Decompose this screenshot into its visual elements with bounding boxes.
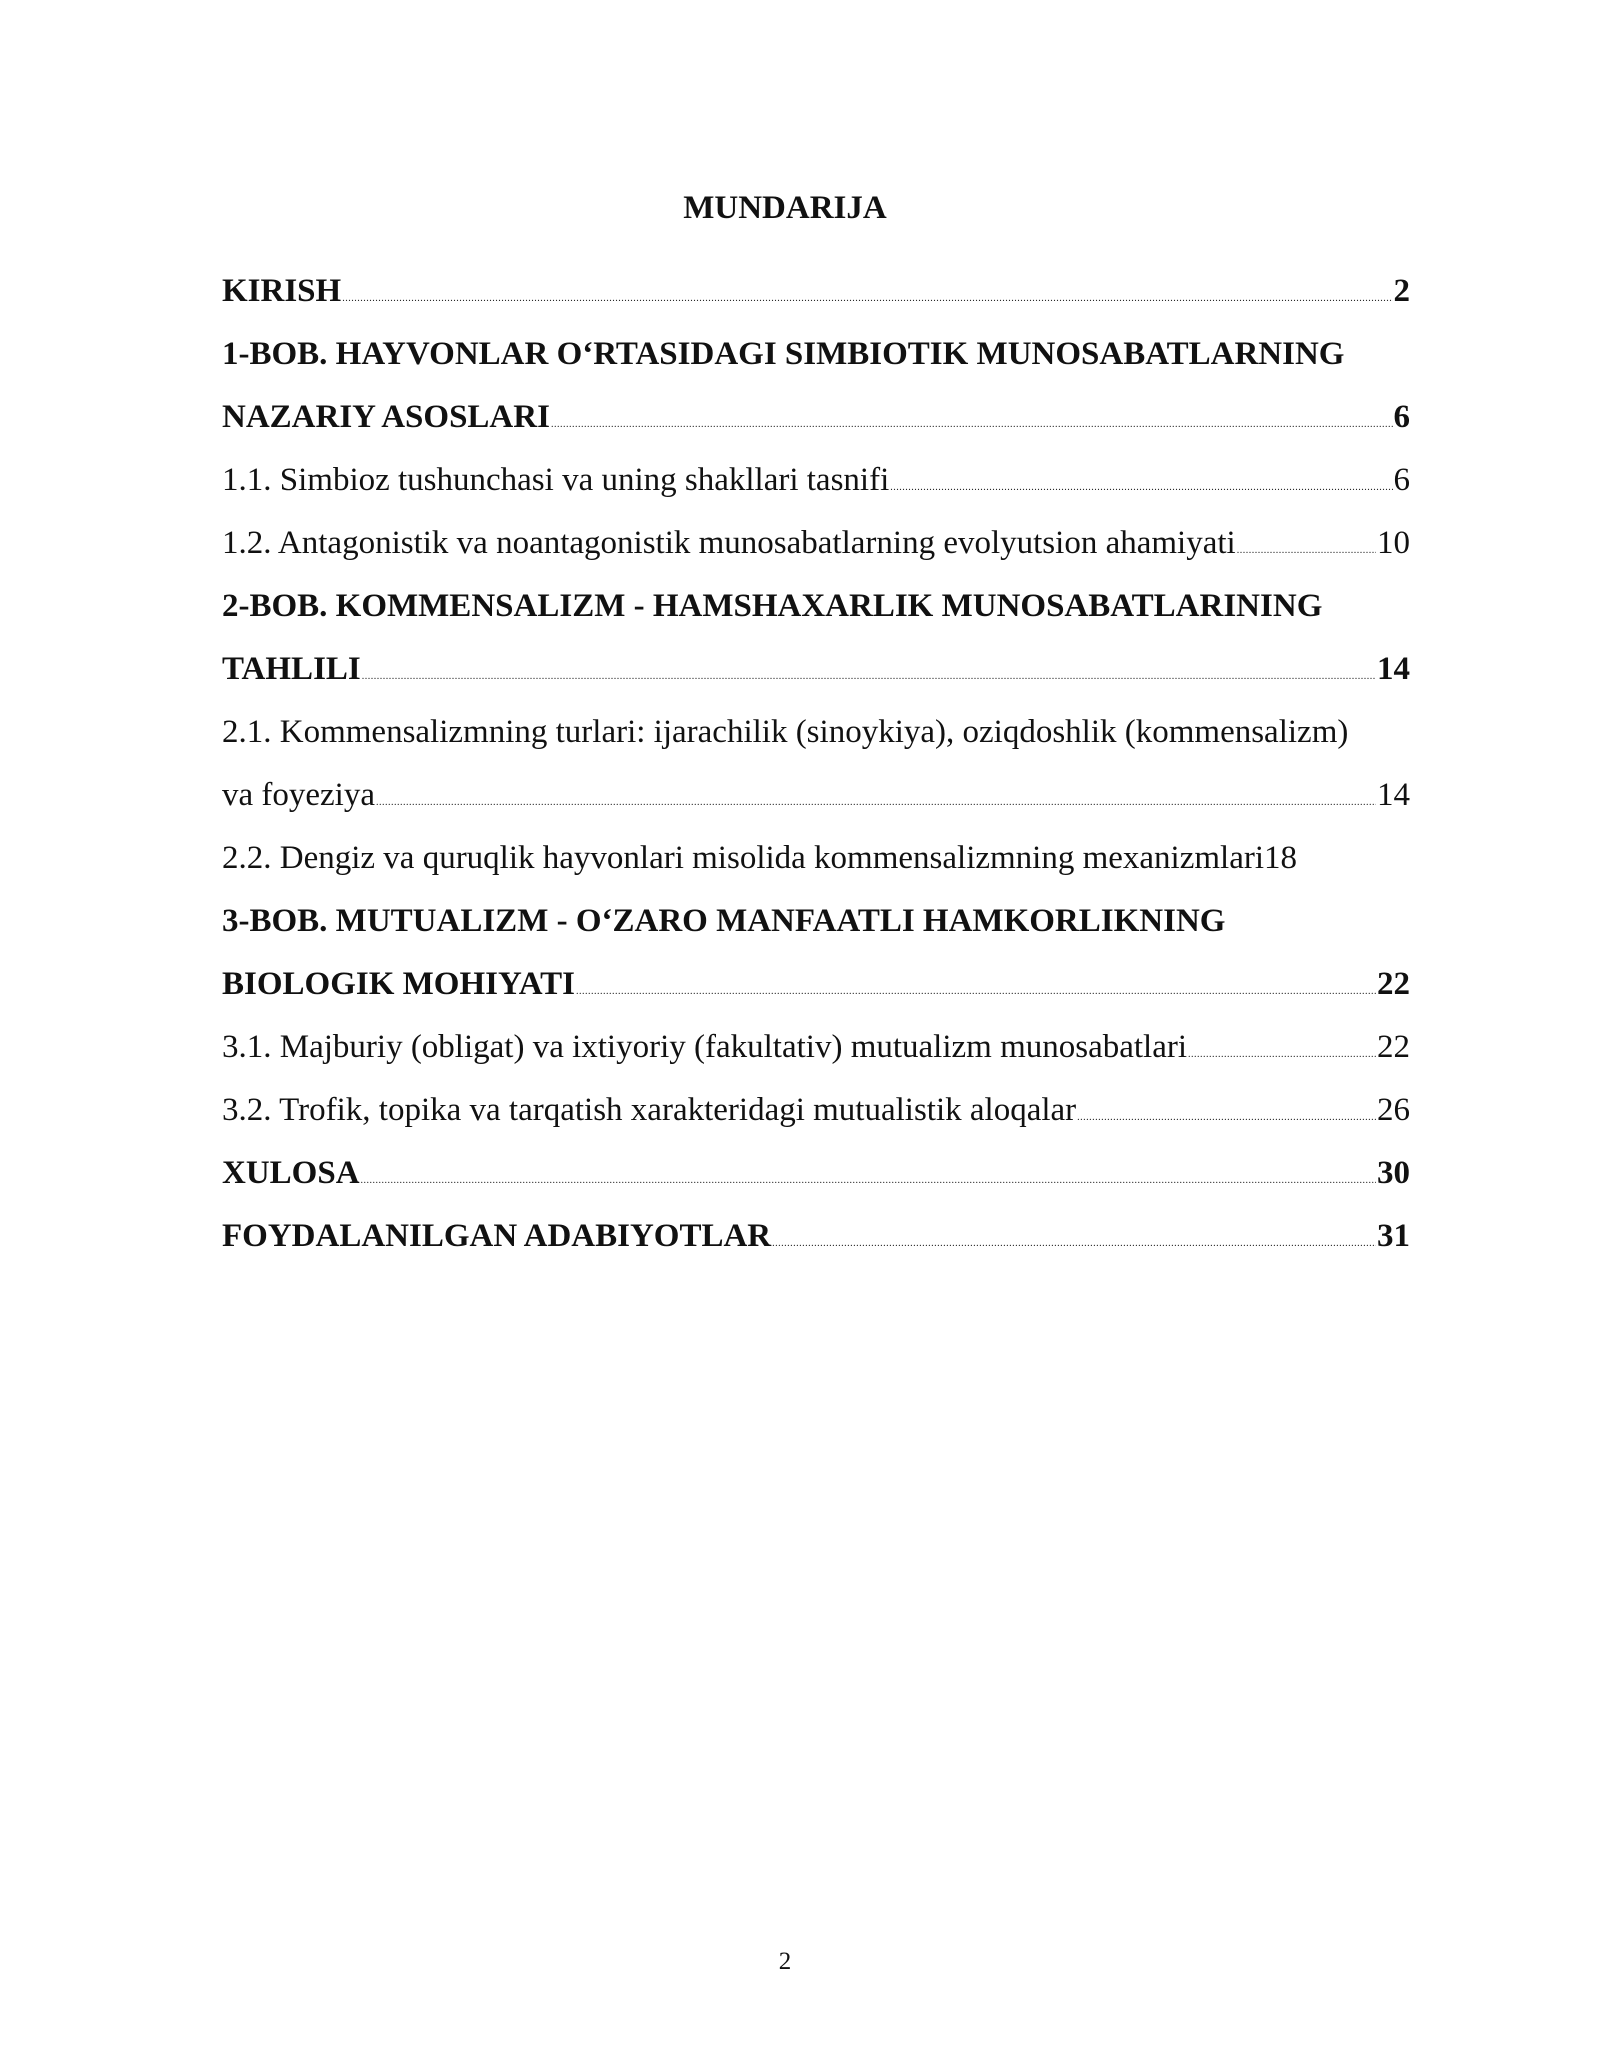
toc-page-number: 26 xyxy=(1377,1092,1410,1128)
dot-leader xyxy=(576,987,1376,997)
toc-page-number: 22 xyxy=(1377,1029,1410,1065)
toc-page-number: 31 xyxy=(1377,1218,1410,1254)
dot-leader xyxy=(342,294,1392,304)
toc-entry-text: 2-BOB. KOMMENSALIZM - HAMSHAXARLIK MUNOSABATLARINING xyxy=(222,588,1323,624)
dot-leader xyxy=(376,798,1376,808)
toc-entry-text: 1-BOB. HAYVONLAR O‘RTASIDAGI SIMBIOTIK MUNOSABATLARNING xyxy=(222,336,1345,372)
dot-leader xyxy=(362,672,1376,682)
toc-entry-text: BIOLOGIK MOHIYATI xyxy=(222,966,575,1002)
toc-entry-chapter-1-line-2[interactable] xyxy=(222,386,1410,449)
toc-page-number: 30 xyxy=(1377,1155,1410,1191)
toc-entry-chapter-2-line-2[interactable] xyxy=(222,638,1410,701)
toc-page-number: 6 xyxy=(1393,462,1410,498)
toc-entry-section-1-1[interactable] xyxy=(222,449,1410,512)
toc-page-number: 14 xyxy=(1377,777,1410,813)
toc-entry-chapter-2-line-1[interactable] xyxy=(222,575,1482,638)
toc-entry-section-2-1-line-1[interactable] xyxy=(222,701,1482,764)
toc-entry-section-3-2[interactable] xyxy=(222,1079,1410,1142)
toc-entry-chapter-3-line-1[interactable] xyxy=(222,890,1482,953)
toc-entry-text: 1.2. Antagonistik va noantagonistik munosabatlarning evolyutsion ahamiyati xyxy=(222,525,1236,561)
toc-entry-text: FOYDALANILGAN ADABIYOTLAR xyxy=(222,1218,772,1254)
toc-page-number: 6 xyxy=(1393,399,1410,435)
dot-leader xyxy=(551,420,1393,430)
toc-entry-section-2-1-line-2[interactable] xyxy=(222,764,1410,827)
toc-entry-text: NAZARIY ASOSLARI xyxy=(222,399,550,435)
toc-page-number: 14 xyxy=(1377,651,1410,687)
dot-leader xyxy=(1188,1050,1376,1060)
toc-entry-text: 1.1. Simbioz tushunchasi va uning shakllari tasnifi xyxy=(222,462,890,498)
toc-entry-text: TAHLILI xyxy=(222,651,361,687)
toc-page-number: 22 xyxy=(1377,966,1410,1002)
page-title: MUNDARIJA xyxy=(683,190,887,226)
toc-entry-text: 3.2. Trofik, topika va tarqatish xarakteridagi mutualistik aloqalar xyxy=(222,1092,1077,1128)
page-number: 2 xyxy=(778,1948,792,1975)
toc-page-number: 10 xyxy=(1377,525,1410,561)
toc-entry-text: KIRISH xyxy=(222,273,342,309)
toc-entry-text: 3-BOB. MUTUALIZM - O‘ZARO MANFAATLI HAMKORLIKNING xyxy=(222,903,1226,939)
toc-entry-xulosa[interactable] xyxy=(222,1142,1410,1205)
toc-entry-text: 2.1. Kommensalizmning turlari: ijarachilik (sinoykiya), oziqdoshlik (kommensalizm) xyxy=(222,714,1349,750)
table-of-contents xyxy=(222,260,1410,1268)
toc-entry-text: 3.1. Majburiy (obligat) va ixtiyoriy (fakultativ) mutualizm munosabatlari xyxy=(222,1029,1188,1065)
toc-entry-kirish[interactable] xyxy=(222,260,1410,323)
dot-leader xyxy=(890,483,1392,493)
toc-entry-text: 2.2. Dengiz va quruqlik hayvonlari misolida kommensalizmning mexanizmlari xyxy=(222,840,1265,876)
toc-entry-text: XULOSA xyxy=(222,1155,360,1191)
toc-entry-chapter-3-line-2[interactable] xyxy=(222,953,1410,1016)
dot-leader xyxy=(772,1239,1376,1249)
toc-entry-section-3-1[interactable] xyxy=(222,1016,1410,1079)
dot-leader xyxy=(1077,1113,1376,1123)
toc-entry-adabiyotlar[interactable] xyxy=(222,1205,1410,1268)
dot-leader xyxy=(1237,546,1376,556)
dot-leader xyxy=(361,1176,1376,1186)
toc-entry-section-1-2[interactable] xyxy=(222,512,1410,575)
toc-entry-text: va foyeziya xyxy=(222,777,375,813)
toc-entry-chapter-1-line-1[interactable] xyxy=(222,323,1482,386)
toc-entry-section-2-2[interactable] xyxy=(222,827,1410,890)
toc-page-number: 18 xyxy=(1264,840,1298,876)
toc-page-number: 2 xyxy=(1393,273,1410,309)
